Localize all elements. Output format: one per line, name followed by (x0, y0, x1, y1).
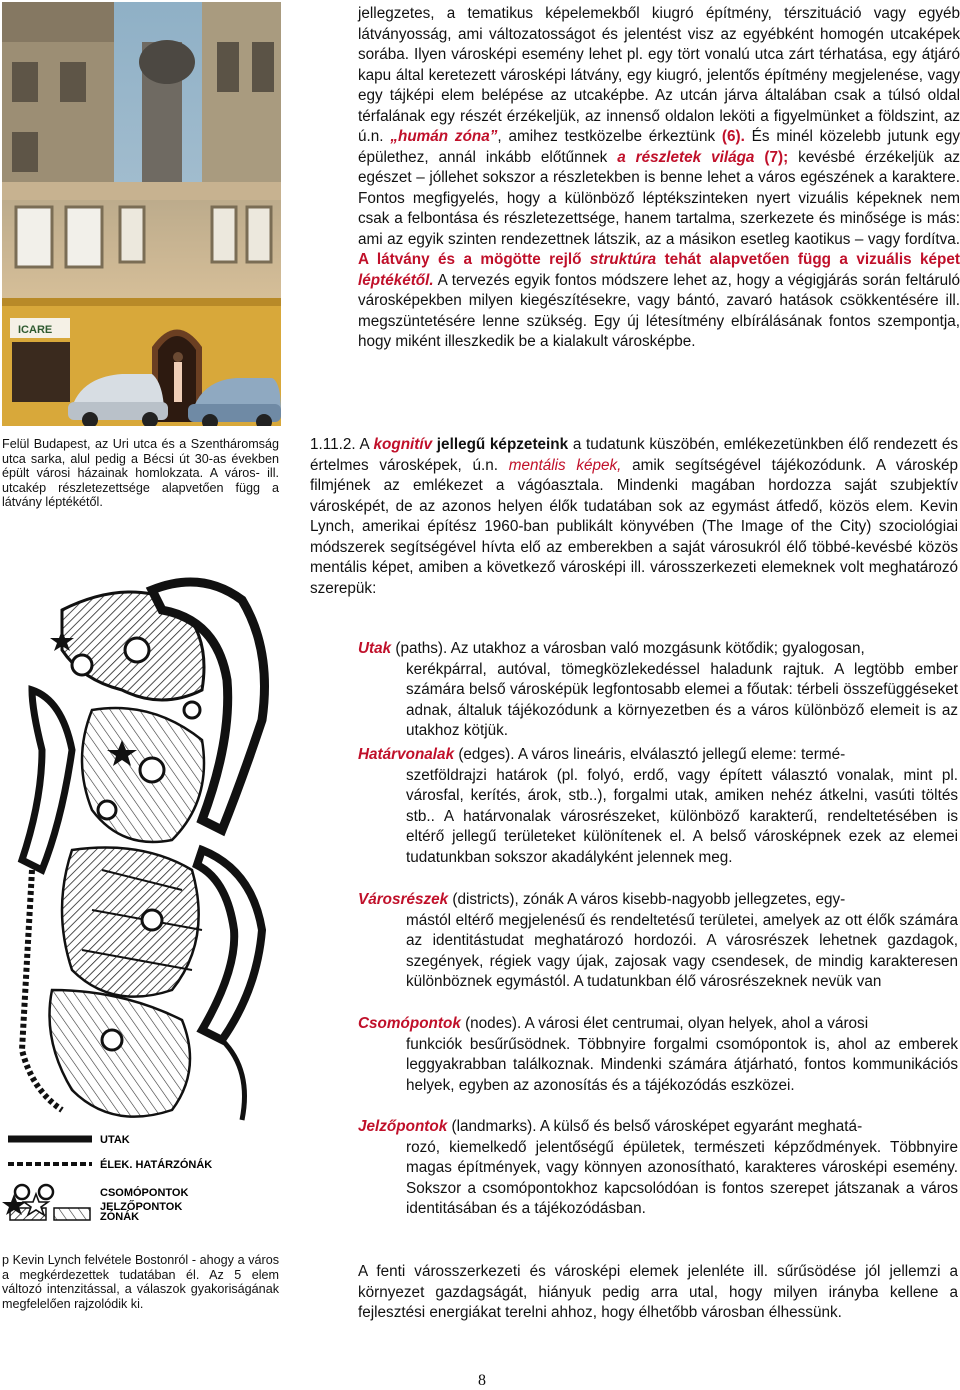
legend-landmarks: JELZŐPONTOK (100, 1201, 183, 1213)
def-nodes-rest: funkciók besűrűsödnek. Többnyire forgalmi csomópontok is, ahol az emberek leggyakrabban találkoznak. Mindenki számára átjárható, fontos kommunikációs helyek, egyben az azonosítás és a tájékozódás eszközei. (406, 1035, 958, 1094)
lynch-boston-map (2, 570, 282, 1222)
p1-ref-6: (6). (721, 128, 745, 145)
term-districts: Városrészek (358, 891, 449, 908)
term-paths: Utak (358, 640, 392, 657)
def-edges (358, 745, 958, 868)
def-paths-rest: kerékpárral, autóval, tömegközlekedéssel haladunk rajtuk. A legtöbb ember számára belső városképük legfontosabb elemei a főutak: térbeli összefüggéseket adnak, általuk tájékozódunk a környezetben és a város különböző elemeit is az utakhoz kötjük. (406, 660, 958, 739)
def-districts-rest: mástól eltérő megjelenésű és rendeltetésű területei, amelyek az ott élők számára az identitástudat meghatározó hordozói. A városrészek lehetnek gazdagok, szegények, régiek vagy újak, zajosak vagy csendesek, de mindig karakteresen különböznek egymástól. A tudatunkban élő városrészeknek nevük van (406, 911, 958, 990)
def-districts (358, 890, 958, 993)
def-landmarks-rest: rozó, kiemelkedő jelentőségű épületek, természeti képződmények. Többnyire magas építmények, vagy könnyen azonosítható, karakteres városképi esemény. Sokszor a csomópontokhoz kapcsolódóan is fontos szerepet játszanak a város identitásában és a tájékozódásban. (406, 1138, 958, 1217)
p1-text-a: jellegzetes, a tematikus képelemekből kiugró építmény, térszituáció vagy egyéb látványosság, ami változatosságot és jelentést visz az egyébként homogén utcaképek sorába. Ilyen városképi esemény lehet pl. egy tört vonalú utca zárt térhatása, egy átjáró kapu által keretezett városképi látvány, egy kiugró, jelentős építmény megjelenése, vagy egy tájképi elem belépése az utcaképbe. Az utcán járva általában csak a túlsó oldal térfalának egy részét érzékeljük, az innenső oldalon leköti a figyelmünket a földszint, az ú.n. (358, 5, 960, 145)
legend-edges: ÉLEK. HATÁRZÓNÁK (100, 1159, 213, 1171)
def-edges-first: (edges). A város lineáris, elválasztó jellegű eleme: termé- (454, 746, 846, 763)
legend-districts: ZÓNÁK (100, 1211, 140, 1222)
def-nodes-first: (nodes). A városi élet centrumai, olyan helyek, ahol a városi (460, 1015, 869, 1032)
star-outline-icon (24, 1194, 48, 1215)
p1-text-g (754, 149, 764, 166)
section-number: 1.11.2. A (310, 436, 374, 453)
def-nodes (358, 1014, 958, 1096)
p1-human-zone: „humán zóna” (390, 128, 498, 145)
page-number: 8 (478, 1372, 486, 1389)
term-landmarks: Jelzőpontok (358, 1118, 448, 1135)
def-landmarks (358, 1117, 958, 1220)
p1-details-world: a részletek világa (617, 148, 755, 166)
legend-nodes: CSOMÓPONTOK (100, 1187, 189, 1199)
p1-scale: léptékétől. (358, 271, 434, 289)
p2-text-e: amik segítségével tájékozódunk. A városkép filmjének az emlékezet a vágóasztala. Mindenki magában hordozza saját szubjektív városképét, de az azonos helyen élők tudatában sok az egymást átfedő, közös elem. Kevin Lynch, amerikai építész 1960-ban publikált könyvében (The Image of the City) szociológiai módszerek segítségével hívta elő az emberekben a saját városukról élő többé-kevésbé közös mentális képet, amiben a következő városképi ill. városszerkezeti elemeknek volt meghatározó szerepük: (310, 456, 958, 597)
street-photo (2, 2, 281, 426)
p1-emph-1: A látvány és a mögötte rejlő (358, 251, 590, 268)
p2-bold: jellegű képzeteink (432, 436, 569, 453)
p1-text-n: A tervezés egyik fontos módszere lehet az, hogy a végigjárás során feltáruló városképekben milyen kiegészítésekre, vagy bántó, zavaró hatások csökkentésére ill. megszüntetésére lenne szükség. Egy új létesítmény elbírálásának fontos szempontja, hogy miként illeszkedik be a kialakult városképbe. (358, 271, 960, 350)
paragraph-conclusion: A fenti városszerkezeti és városképi elemek jelenléte ill. sűrűsödése jól jellemzi a környezet gazdagságát, hiányuk pedig arra utal, hogy milyen irányba kellene a fejlesztési energiákat terelni ahhoz, hogy élhetőbb városban élhessünk. (358, 1263, 958, 1321)
star-filled-icon (2, 1194, 26, 1215)
legend-paths: UTAK (100, 1134, 130, 1146)
def-paths-first: (paths). Az utakhoz a városban való mozgásunk kötődik; gyalogosan, (391, 640, 865, 657)
paragraph-visual-scale (358, 4, 960, 353)
def-paths (358, 639, 958, 742)
term-nodes: Csomópontok (358, 1015, 461, 1032)
def-districts-first: (districts), zónák A város kisebb-nagyobb jellegzetes, egy- (448, 891, 846, 908)
shop-sign: ICARE (18, 324, 53, 336)
p1-structure: struktúra (589, 251, 657, 268)
def-landmarks-first: (landmarks). A külső és belső városképet egyaránt meghatá- (447, 1118, 863, 1135)
def-edges-rest: szetföldrajzi határok (pl. folyó, erdő, vagy épített választó vonalak, mint pl. városfal, kerítés, árok, stb..), forgalmi utak, amiken nehéz átkelni, vasúti töltés stb.. A határvonalak városrészeket, különböző karakterű, rendeltetésében is eltérő jellegű területeket különítenek el. A belső városképnek ezek az elemei tudatunkban sokszor akadályként jelennek meg. (406, 766, 958, 866)
p1-text-c: , amihez testközelbe érkeztünk (497, 128, 722, 145)
street-photo-illustration (2, 2, 281, 426)
term-edges: Határvonalak (358, 746, 455, 763)
p2-mental-images: mentális képek, (508, 456, 622, 474)
p2-cognitive: kognitív (373, 436, 433, 453)
sidebar (0, 0, 290, 1390)
p2-text-c: a tudatunk küszöbén, emlékezetünkben élő rendezett és értelmes városképek, ú.n. (310, 436, 958, 474)
p1-ref-7: (7); (764, 148, 789, 166)
p1-text-e: És minél közelebb jutunk egy épülethez, annál inkább előtűnnek (358, 128, 960, 166)
photo-caption: Felül Budapest, az Uri utca és a Szentháromság utca sarka, alul pedig a Bécsi út 30-as években épült városi házainak homlokzata. A város- ill. utcakép részletezettsége alapvetően függ a látvány léptékétől. (2, 437, 279, 510)
legend-landmarks-row (2, 1190, 282, 1220)
boston-mental-map (2, 570, 282, 1222)
p1-text-i: kevésbé érzékeljük az egészet – jóllehet sokszor a részletekben is benne lehet a város egészének a karaktere. Fontos megfigyelés, hogy a különböző léptékszinteken nyert vizuális képeknek nem csak a felbontása és részletezettsége, hanem tartalma, szerkezete és minősége is más: ami az egyik szinten rendezettnek látszik, az a másikon esetleg kaotikus – vagy fordítva. (358, 148, 960, 248)
paragraph-cognitive-images (310, 435, 958, 599)
p1-emph-2: tehát alapvetően függ a vizuális képet (656, 251, 960, 268)
map-caption: p Kevin Lynch felvétele Bostonról - ahogy a város a megkérdezettek tudatában él. Az 5 elem változó intenzitással, a válaszok gyakoriságának megfelelően rajzolódik ki. (2, 1253, 279, 1311)
